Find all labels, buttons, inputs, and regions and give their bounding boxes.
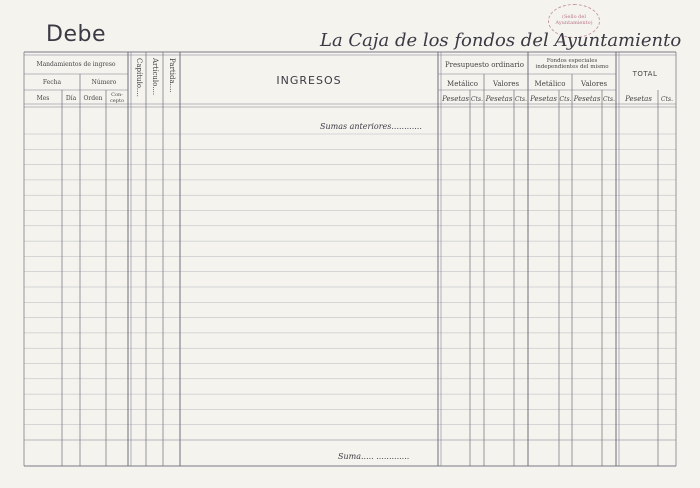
header-concepto-line1: Con- xyxy=(111,92,123,98)
header-valores-2: Valores xyxy=(580,80,608,88)
header-pesetas: Pesetas xyxy=(625,95,652,103)
header-ingresos: INGRESOS xyxy=(276,74,342,87)
header-dia: Día xyxy=(65,95,77,102)
header-metalico-1: Metálico xyxy=(447,80,478,88)
header-concepto-line2: cepto xyxy=(110,98,124,104)
page-title-caja: La Caja de los fondos del Ayuntamiento xyxy=(320,30,682,51)
header-capitulo: Capítulo.... xyxy=(135,58,143,97)
suma-label: Suma..... ............. xyxy=(338,452,410,461)
header-orden: Orden xyxy=(83,95,103,102)
header-pesetas: Pesetas xyxy=(530,95,557,103)
sumas-anteriores-label: Sumas anteriores............ xyxy=(320,122,422,131)
header-cts: Cts. xyxy=(603,96,615,103)
page-title-debe: Debe xyxy=(46,22,106,47)
seal-text: (Sello del Ayuntamiento) xyxy=(555,14,593,26)
header-fecha: Fecha xyxy=(42,79,62,86)
header-cts: Cts. xyxy=(559,96,572,103)
header-articulo: Artículo.... xyxy=(151,58,159,96)
header-mes: Mes xyxy=(36,95,50,102)
header-total: TOTAL xyxy=(632,70,658,78)
header-pesetas: Pesetas xyxy=(573,95,601,103)
header-presupuesto: Presupuesto ordinario xyxy=(444,61,525,69)
header-valores-1: Valores xyxy=(492,80,520,88)
header-pesetas: Pesetas xyxy=(442,95,469,103)
header-metalico-2: Metálico xyxy=(534,80,566,88)
header-concepto xyxy=(106,92,128,104)
header-cts: Cts. xyxy=(515,96,527,103)
header-cts: Cts. xyxy=(471,96,483,103)
header-fondos xyxy=(528,58,616,70)
header-cts: Cts. xyxy=(661,96,673,103)
header-pesetas: Pesetas xyxy=(485,95,513,103)
header-mandamientos: Mandamientos de ingreso xyxy=(36,61,116,68)
header-fondos-line1: Fondos especiales xyxy=(546,58,598,64)
header-numero: Número xyxy=(91,79,117,86)
header-partida: Partida.... xyxy=(168,58,176,93)
header-fondos-line2: independientes del mismo xyxy=(535,64,609,70)
